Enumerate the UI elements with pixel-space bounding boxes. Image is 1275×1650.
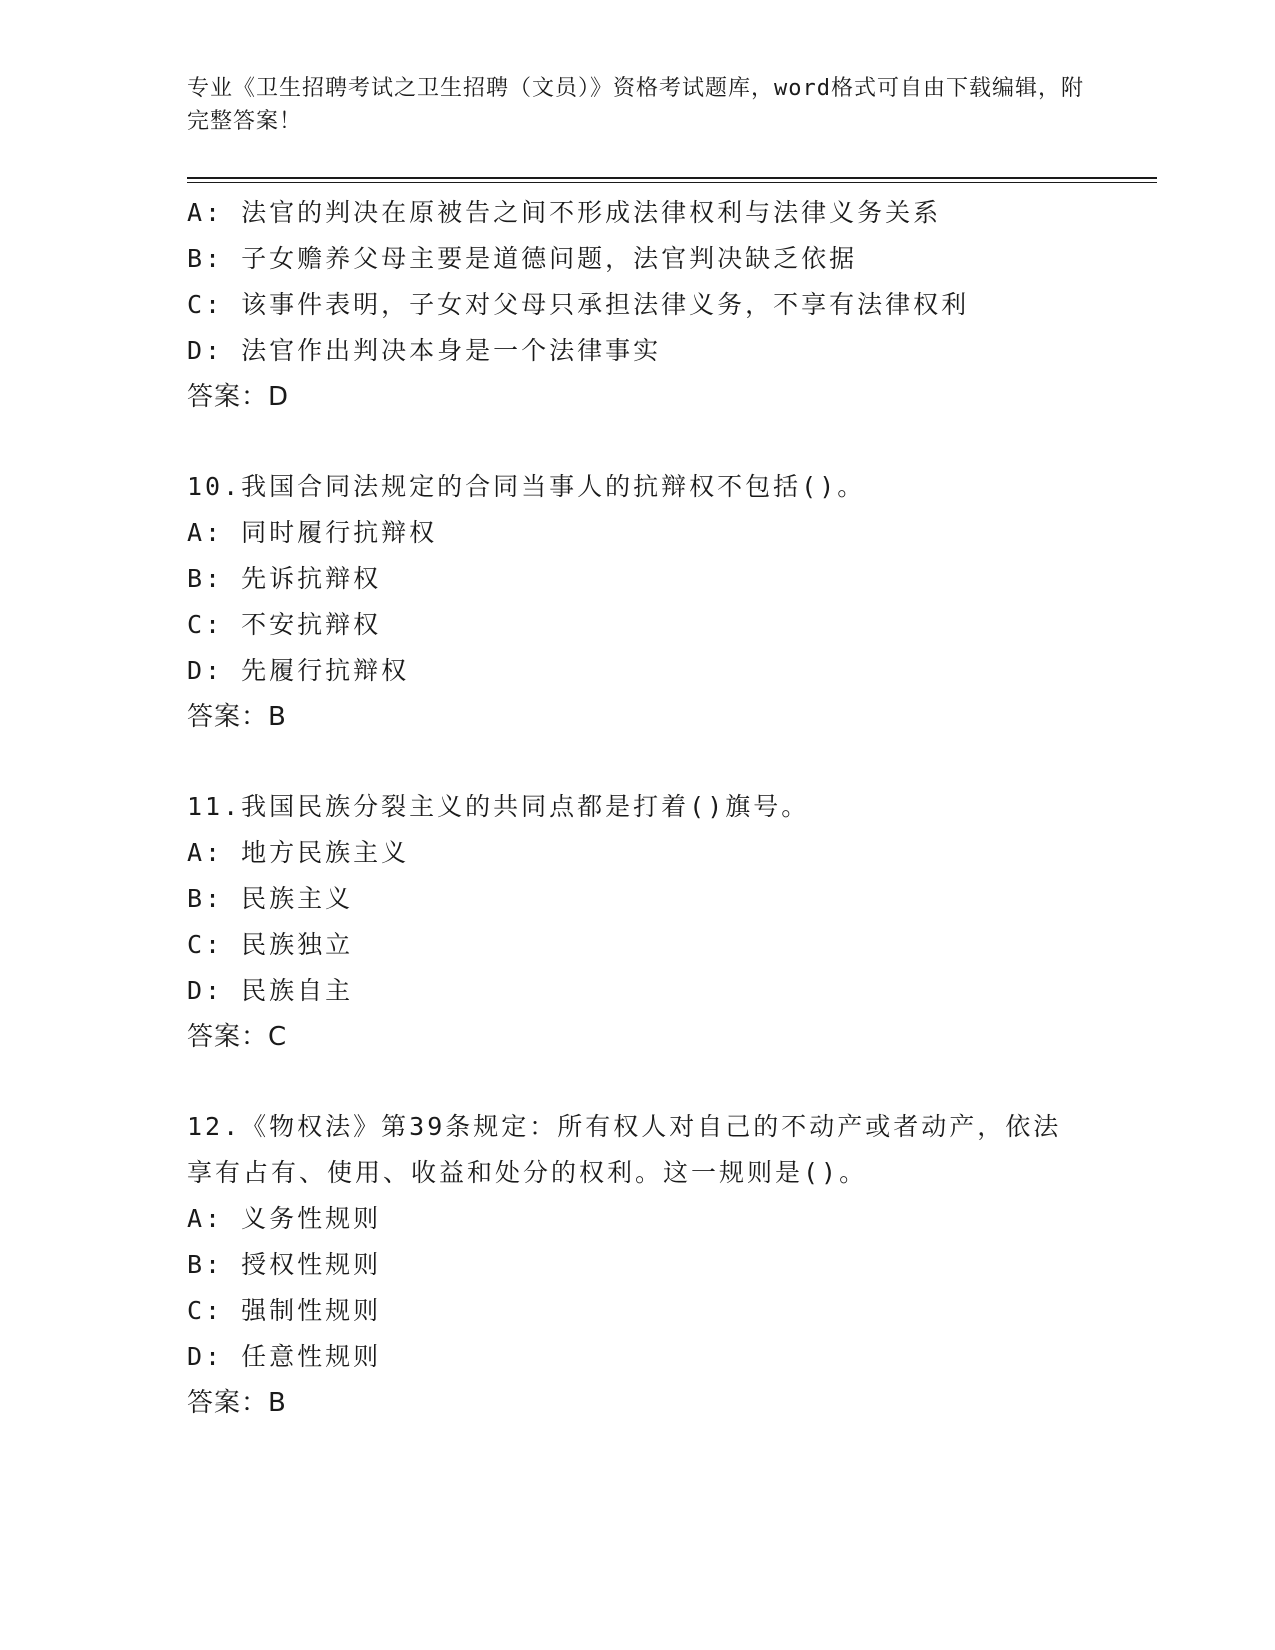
question-block-11 <box>187 784 1087 1060</box>
option-a: A: 义务性规则 <box>187 1204 382 1233</box>
option-d: D: 法官作出判决本身是一个法律事实 <box>187 336 662 365</box>
header-divider-thin <box>187 182 1157 183</box>
option-c: C: 民族独立 <box>187 930 354 959</box>
option-c: C: 强制性规则 <box>187 1296 382 1325</box>
spacer <box>187 740 1087 784</box>
question-stem: 10.我国合同法规定的合同当事人的抗辩权不包括()。 <box>187 472 866 501</box>
answer-label: 答案：D <box>187 382 290 412</box>
option-d: D: 任意性规则 <box>187 1342 382 1371</box>
question-block-12 <box>187 1104 1087 1426</box>
option-c: C: 不安抗辩权 <box>187 610 382 639</box>
answer-label: 答案：B <box>187 1388 287 1418</box>
question-block-10 <box>187 464 1087 740</box>
question-stem: 11.我国民族分裂主义的共同点都是打着()旗号。 <box>187 792 810 821</box>
option-b: B: 授权性规则 <box>187 1250 382 1279</box>
spacer <box>187 1060 1087 1104</box>
option-a: A: 法官的判决在原被告之间不形成法律权利与法律义务关系 <box>187 198 942 227</box>
document-intro: 专业《卫生招聘考试之卫生招聘（文员）》资格考试题库，word格式可自由下载编辑，附完整答案！ <box>187 76 1084 134</box>
option-b: B: 先诉抗辩权 <box>187 564 382 593</box>
option-a: A: 同时履行抗辩权 <box>187 518 438 547</box>
answer-label: 答案：B <box>187 702 287 732</box>
question-block-partial <box>187 190 1087 420</box>
option-d: D: 先履行抗辩权 <box>187 656 410 685</box>
option-a: A: 地方民族主义 <box>187 838 410 867</box>
option-c: C: 该事件表明，子女对父母只承担法律义务，不享有法律权利 <box>187 290 970 319</box>
option-b: B: 民族主义 <box>187 884 354 913</box>
spacer <box>187 420 1087 464</box>
header-divider <box>187 177 1157 179</box>
question-stem: 12.《物权法》第39条规定：所有权人对自己的不动产或者动产，依法享有占有、使用、收益和处分的权利。这一规则是()。 <box>187 1112 1062 1187</box>
question-list <box>187 190 1087 1426</box>
option-d: D: 民族自主 <box>187 976 354 1005</box>
option-b: B: 子女赡养父母主要是道德问题，法官判决缺乏依据 <box>187 244 858 273</box>
answer-label: 答案：C <box>187 1022 288 1052</box>
